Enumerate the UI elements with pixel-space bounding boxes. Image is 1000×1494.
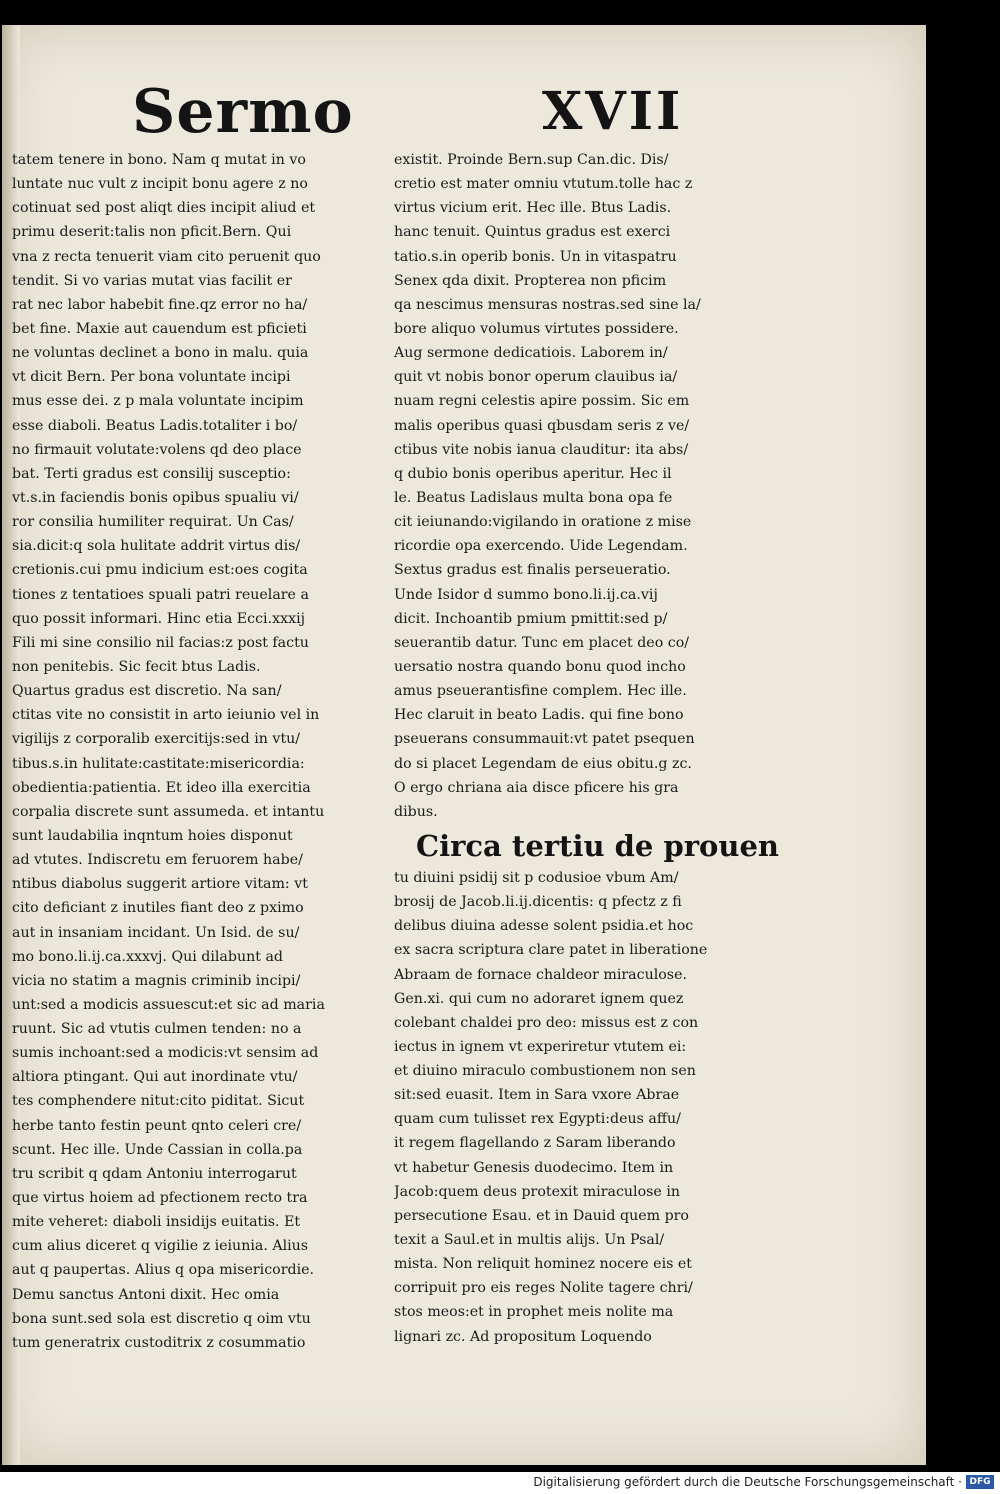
text-line: tum generatrix custoditrix z cosummatio: [12, 1334, 306, 1351]
text-line: stos meos:et in prophet meis nolite ma: [394, 1304, 674, 1321]
text-line: aut q paupertas. Alius q opa misericordie.: [12, 1262, 315, 1279]
text-line: non penitebis. Sic fecit btus Ladis.: [12, 658, 261, 675]
text-line: sia.dicit:q sola hulitate addrit virtus dis/: [12, 538, 301, 555]
right-column-upper: [394, 148, 766, 824]
text-line: herbe tanto festin peunt qnto celeri cre/: [12, 1117, 302, 1134]
text-line: cotinuat sed post aliqt dies incipit aliud et: [12, 200, 316, 217]
text-line: quit vt nobis bonor operum clauibus ia/: [394, 369, 678, 386]
text-line: esse diaboli. Beatus Ladis.totaliter i bo/: [12, 417, 298, 434]
text-line: mista. Non reliquit hominez nocere eis et: [394, 1256, 692, 1273]
text-line: ctibus vite nobis ianua clauditur: ita abs/: [394, 441, 689, 458]
digitization-credit: Digitalisierung gefördert durch die Deutsche Forschungsgemeinschaft ·: [533, 1475, 962, 1489]
text-line: ctitas vite no consistit in arto ieiunio vel in: [12, 707, 320, 724]
text-line: quo possit informari. Hinc etia Ecci.xxxij: [12, 610, 306, 627]
text-line: corpalia discrete sunt assumeda. et intantu: [12, 803, 325, 820]
text-line: altiora ptingant. Qui aut inordinate vtu/: [12, 1069, 298, 1086]
text-line: persecutione Esau. et in Dauid quem pro: [394, 1207, 689, 1224]
text-line: pseuerans consummauit:vt patet psequen: [394, 731, 695, 748]
text-line: Gen.xi. qui cum no adoraret ignem quez: [394, 990, 684, 1007]
text-line: hanc tenuit. Quintus gradus est exerci: [394, 224, 671, 241]
text-line: mus esse dei. z p mala voluntate incipim: [12, 393, 304, 410]
dfg-logo: DFG: [966, 1475, 994, 1489]
text-line: cum alius diceret q vigilie z ieiunia. Alius: [12, 1238, 309, 1255]
text-line: colebant chaldei pro deo: missus est z con: [394, 1014, 699, 1031]
text-line: luntate nuc vult z incipit bonu agere z no: [12, 176, 308, 193]
text-line: vigilijs z corporalib exercitijs:sed in vtu/: [12, 731, 301, 748]
text-line: ex sacra scriptura clare patet in liberatione: [394, 942, 708, 959]
text-line: bona sunt.sed sola est discretio q oim vtu: [12, 1310, 311, 1327]
text-line: Quartus gradus est discretio. Na san/: [12, 683, 282, 700]
text-line: rat nec labor habebit fine.qz error no ha/: [12, 296, 308, 313]
text-line: bet fine. Maxie aut cauendum est pficieti: [12, 320, 307, 337]
text-line: bore aliquo volumus virtutes possidere.: [394, 320, 679, 337]
text-line: no firmauit volutate:volens qd deo place: [12, 441, 302, 458]
text-line: Senex qda dixit. Propterea non pficim: [394, 272, 667, 289]
text-line: Hec claruit in beato Ladis. qui fine bono: [394, 707, 684, 724]
text-line: mite veheret: diaboli insidijs euitatis. Et: [12, 1214, 301, 1231]
text-line: tendit. Si vo varias mutat vias facilit er: [12, 272, 292, 289]
text-line: Demu sanctus Antoni dixit. Hec omia: [12, 1286, 280, 1303]
text-line: Sextus gradus est finalis perseueratio.: [394, 562, 671, 579]
text-line: corripuit pro eis reges Nolite tagere chri/: [394, 1280, 693, 1297]
text-line: ad vtutes. Indiscretu em feruorem habe/: [12, 852, 303, 869]
text-line: malis operibus quasi qbusdam seris z ve/: [394, 417, 690, 434]
text-line: vt dicit Bern. Per bona voluntate incipi: [12, 369, 291, 386]
right-column: [394, 148, 779, 1349]
text-line: ruunt. Sic ad vtutis culmen tenden: no a: [12, 1021, 302, 1038]
text-line: tatio.s.in operib bonis. Un in vitaspatru: [394, 248, 677, 265]
text-line: seuerantib datur. Tunc em placet deo co/: [394, 634, 690, 651]
text-line: amus pseuerantisfine complem. Hec ille.: [394, 683, 687, 700]
text-line: obedientia:patientia. Et ideo illa exercitia: [12, 779, 311, 796]
text-line: Aug sermone dedicatiois. Laborem in/: [394, 345, 668, 362]
text-line: quam cum tulisset rex Egypti:deus affu/: [394, 1111, 681, 1128]
text-line: brosij de Jacob.li.ij.dicentis: q pfectz z fi: [394, 894, 682, 911]
running-head: [2, 77, 926, 157]
text-line: O ergo chriana aia disce pficere his gra: [394, 779, 679, 796]
left-column: [12, 148, 384, 1355]
text-line: ne voluntas declinet a bono in malu. quia: [12, 345, 309, 362]
book-page: [2, 25, 926, 1465]
text-line: aut in insaniam incidant. Un Isid. de su/: [12, 924, 300, 941]
text-line: le. Beatus Ladislaus multa bona opa fe: [394, 489, 673, 506]
text-line: cit ieiunando:vigilando in oratione z mise: [394, 514, 692, 531]
footer-bar: [0, 1472, 1000, 1494]
text-line: ntibus diabolus suggerit artiore vitam: vt: [12, 876, 308, 893]
text-line: scunt. Hec ille. Unde Cassian in colla.pa: [12, 1141, 303, 1158]
text-line: dibus.: [394, 803, 438, 820]
text-line: cito deficiant z inutiles fiant deo z pximo: [12, 900, 304, 917]
text-line: virtus vicium erit. Hec ille. Btus Ladis.: [394, 200, 672, 217]
text-line: Fili mi sine consilio nil facias:z post factu: [12, 634, 309, 651]
text-line: it regem flagellando z Saram liberando: [394, 1135, 676, 1152]
text-line: bat. Terti gradus est consilij susceptio:: [12, 465, 291, 482]
text-line: Jacob:quem deus protexit miraculose in: [394, 1183, 680, 1200]
text-line: dicit. Inchoantib pmium pmittit:sed p/: [394, 610, 668, 627]
text-line: vt habetur Genesis duodecimo. Item in: [394, 1159, 674, 1176]
text-line: cretionis.cui pmu indicium est:oes cogita: [12, 562, 308, 579]
text-line: qa nescimus mensuras nostras.sed sine la/: [394, 296, 701, 313]
text-line: sunt laudabilia inqntum hoies disponut: [12, 827, 293, 844]
text-line: iectus in ignem vt experiretur vtutem ei:: [394, 1038, 687, 1055]
text-line: primu deserit:talis non pficit.Bern. Qui: [12, 224, 292, 241]
text-line: sit:sed euasit. Item in Sara vxore Abrae: [394, 1087, 680, 1104]
text-line: tibus.s.in hulitate:castitate:misericordia:: [12, 755, 305, 772]
text-line: tes comphendere nitut:cito piditat. Sicut: [12, 1093, 305, 1110]
text-line: ror consilia humiliter requirat. Un Cas/: [12, 514, 294, 531]
text-line: unt:sed a modicis assuescut:et sic ad maria: [12, 996, 325, 1013]
text-line: Unde Isidor d summo bono.li.ij.ca.vij: [394, 586, 658, 603]
text-line: tatem tenere in bono. Nam q mutat in vo: [12, 152, 306, 168]
text-line: cretio est mater omniu vtutum.tolle hac z: [394, 176, 693, 193]
text-line: delibus diuina adesse solent psidia.et hoc: [394, 918, 694, 935]
text-line: que virtus hoiem ad pfectionem recto tra: [12, 1190, 308, 1207]
running-head-title: Sermo: [132, 77, 354, 147]
text-line: vna z recta tenuerit viam cito peruenit quo: [12, 248, 321, 265]
text-line: lignari zc. Ad propositum Loquendo: [394, 1328, 652, 1345]
text-line: nuam regni celestis apire possim. Sic em: [394, 393, 690, 410]
text-line: et diuino miraculo combustionem non sen: [394, 1063, 696, 1080]
text-line: texit a Saul.et in multis alijs. Un Psal/: [394, 1232, 665, 1249]
text-line: vt.s.in faciendis bonis opibus spualiu vi/: [12, 489, 299, 506]
text-line: q dubio bonis operibus aperitur. Hec il: [394, 465, 672, 482]
text-line: vicia no statim a magnis criminib incipi/: [12, 972, 301, 989]
text-line: ricordie opa exercendo. Uide Legendam.: [394, 538, 688, 555]
text-line: mo bono.li.ij.ca.xxxvj. Qui dilabunt ad: [12, 948, 283, 965]
text-line: tu diuini psidij sit p codusioe vbum Am/: [394, 869, 679, 886]
text-line: do si placet Legendam de eius obitu.g zc.: [394, 755, 692, 772]
text-line: existit. Proinde Bern.sup Can.dic. Dis/: [394, 152, 669, 168]
text-line: uersatio nostra quando bonu quod incho: [394, 658, 686, 675]
text-line: sumis inchoant:sed a modicis:vt sensim ad: [12, 1045, 319, 1062]
text-line: tiones z tentatioes spuali patri reuelare a: [12, 586, 309, 603]
right-column-lower: [394, 866, 766, 1349]
text-line: tru scribit q qdam Antoniu interrogarut: [12, 1165, 297, 1182]
text-line: Abraam de fornace chaldeor miraculose.: [394, 966, 687, 983]
section-heading: Circa tertiu de prouen: [416, 828, 779, 863]
running-head-number: XVII: [542, 81, 684, 142]
